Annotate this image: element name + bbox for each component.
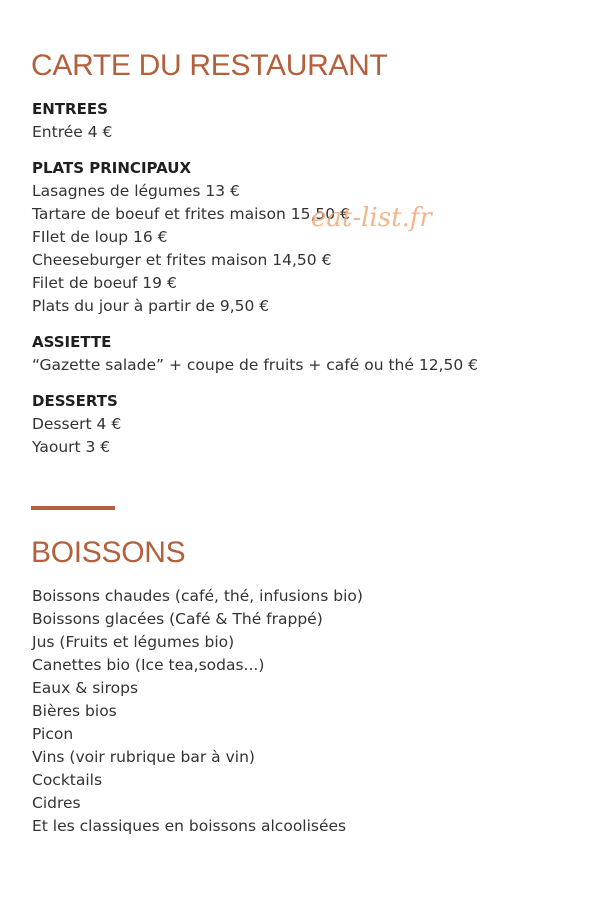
menu-item: Dessert 4 € xyxy=(32,415,122,433)
section-entrees xyxy=(32,98,592,144)
drink-item: Picon xyxy=(32,725,74,743)
menu-item: Plats du jour à partir de 9,50 € xyxy=(32,297,270,315)
watermark: eat-list.fr xyxy=(311,203,432,233)
drink-item: Vins (voir rubrique bar à vin) xyxy=(32,748,255,766)
section-heading: PLATS PRINCIPAUX xyxy=(32,159,192,177)
menu-item: Tartare de boeuf et frites maison 15,50 € xyxy=(32,205,350,223)
item-list xyxy=(32,121,592,144)
menu-item: Cheeseburger et frites maison 14,50 € xyxy=(32,251,332,269)
menu-item: “Gazette salade” + coupe de fruits + café ou thé 12,50 € xyxy=(32,356,478,374)
item-list xyxy=(32,354,592,377)
drink-item: Eaux & sirops xyxy=(32,679,139,697)
drink-item: Cidres xyxy=(32,794,81,812)
item-list xyxy=(32,413,592,459)
section-heading: ASSIETTE xyxy=(32,333,112,351)
drink-item: Cocktails xyxy=(32,771,103,789)
drink-item: Canettes bio (Ice tea,sodas...) xyxy=(32,656,265,674)
section-heading: DESSERTS xyxy=(32,392,118,410)
item-list xyxy=(32,180,592,318)
section-plats-principaux xyxy=(32,157,592,318)
drink-item: Boissons glacées (Café & Thé frappé) xyxy=(32,610,323,628)
menu-item: Yaourt 3 € xyxy=(32,438,111,456)
menu-title: CARTE DU RESTAURANT xyxy=(31,49,388,82)
drink-item: Boissons chaudes (café, thé, infusions bio) xyxy=(32,587,363,605)
section-heading: ENTREES xyxy=(32,100,108,118)
section-divider xyxy=(31,506,115,510)
drinks-list xyxy=(32,585,592,838)
drinks-title: BOISSONS xyxy=(31,536,186,569)
menu-item: Lasagnes de légumes 13 € xyxy=(32,182,240,200)
menu-item: Entrée 4 € xyxy=(32,123,113,141)
section-assiette xyxy=(32,331,592,377)
section-desserts xyxy=(32,390,592,459)
menu-item: FIlet de loup 16 € xyxy=(32,228,168,246)
drink-item: Bières bios xyxy=(32,702,117,720)
drink-item: Jus (Fruits et légumes bio) xyxy=(32,633,235,651)
drink-item: Et les classiques en boissons alcoolisées xyxy=(32,817,347,835)
menu-item: Filet de boeuf 19 € xyxy=(32,274,177,292)
